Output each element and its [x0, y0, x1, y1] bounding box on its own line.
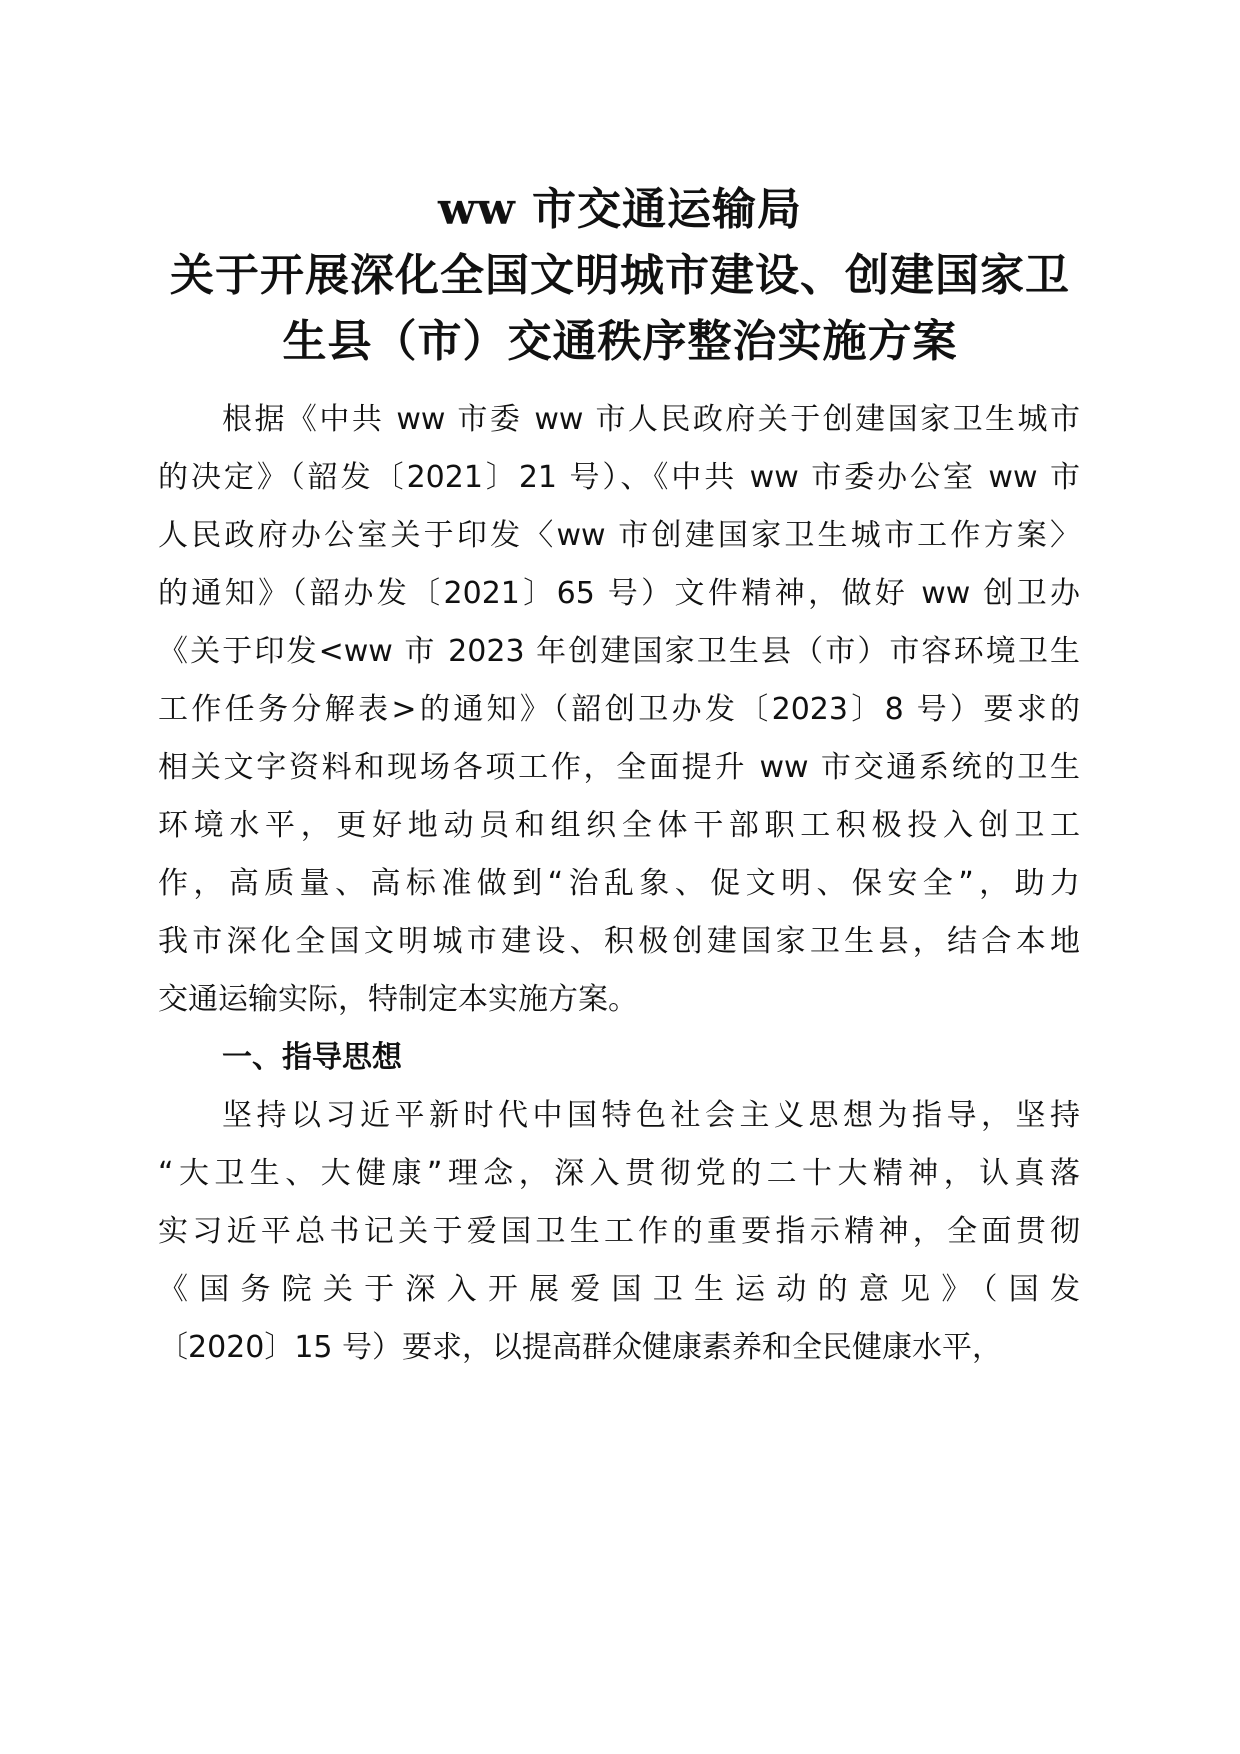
- document-title-line-2: 关于开展深化全国文明城市建设、创建国家卫: [170, 250, 1070, 301]
- paragraph-1-line: 环境水平，更好地动员和组织全体干部职工积极投入创卫工: [158, 808, 1080, 843]
- paragraph-1-line: 作，高质量、高标准做到“治乱象、促文明、保安全”，助力: [158, 866, 1080, 901]
- paragraph-2-line: 实习近平总书记关于爱国卫生工作的重要指示精神，全面贯彻: [158, 1214, 1080, 1249]
- section-heading: 一、指导思想: [222, 1040, 402, 1075]
- paragraph-1-line: 工作任务分解表>的通知》（韶创卫办发〔2023〕8 号）要求的: [158, 692, 1080, 727]
- paragraph-1-line: 交通运输实际，特制定本实施方案。: [158, 982, 638, 1017]
- paragraph-2-line: 《国务院关于深入开展爱国卫生运动的意见》（国发: [158, 1272, 1080, 1307]
- paragraph-2-line: 〔2020〕15 号）要求，以提高群众健康素养和全民健康水平，: [158, 1330, 1003, 1365]
- document-title-line-1: ww 市交通运输局: [437, 184, 803, 235]
- paragraph-1-line: 的决定》（韶发〔2021〕21 号）、《中共 ww 市委办公室 ww 市: [158, 460, 1080, 495]
- paragraph-1-line: 我市深化全国文明城市建设、积极创建国家卫生县，结合本地: [158, 924, 1080, 959]
- paragraph-2-line: 坚持以习近平新时代中国特色社会主义思想为指导，坚持: [222, 1098, 1080, 1133]
- paragraph-1-line: 根据《中共 ww 市委 ww 市人民政府关于创建国家卫生城市: [222, 402, 1080, 437]
- document-title-line-3: 生县（市）交通秩序整治实施方案: [282, 316, 958, 367]
- paragraph-1-line: 相关文字资料和现场各项工作，全面提升 ww 市交通系统的卫生: [158, 750, 1080, 785]
- paragraph-1-line: 人民政府办公室关于印发〈ww 市创建国家卫生城市工作方案〉: [158, 518, 1080, 553]
- paragraph-1-line: 《关于印发<ww 市 2023 年创建国家卫生县（市）市容环境卫生: [158, 634, 1080, 669]
- paragraph-1-line: 的通知》（韶办发〔2021〕65 号）文件精神，做好 ww 创卫办: [158, 576, 1080, 611]
- paragraph-2-line: “大卫生、大健康”理念，深入贯彻党的二十大精神，认真落: [158, 1156, 1080, 1191]
